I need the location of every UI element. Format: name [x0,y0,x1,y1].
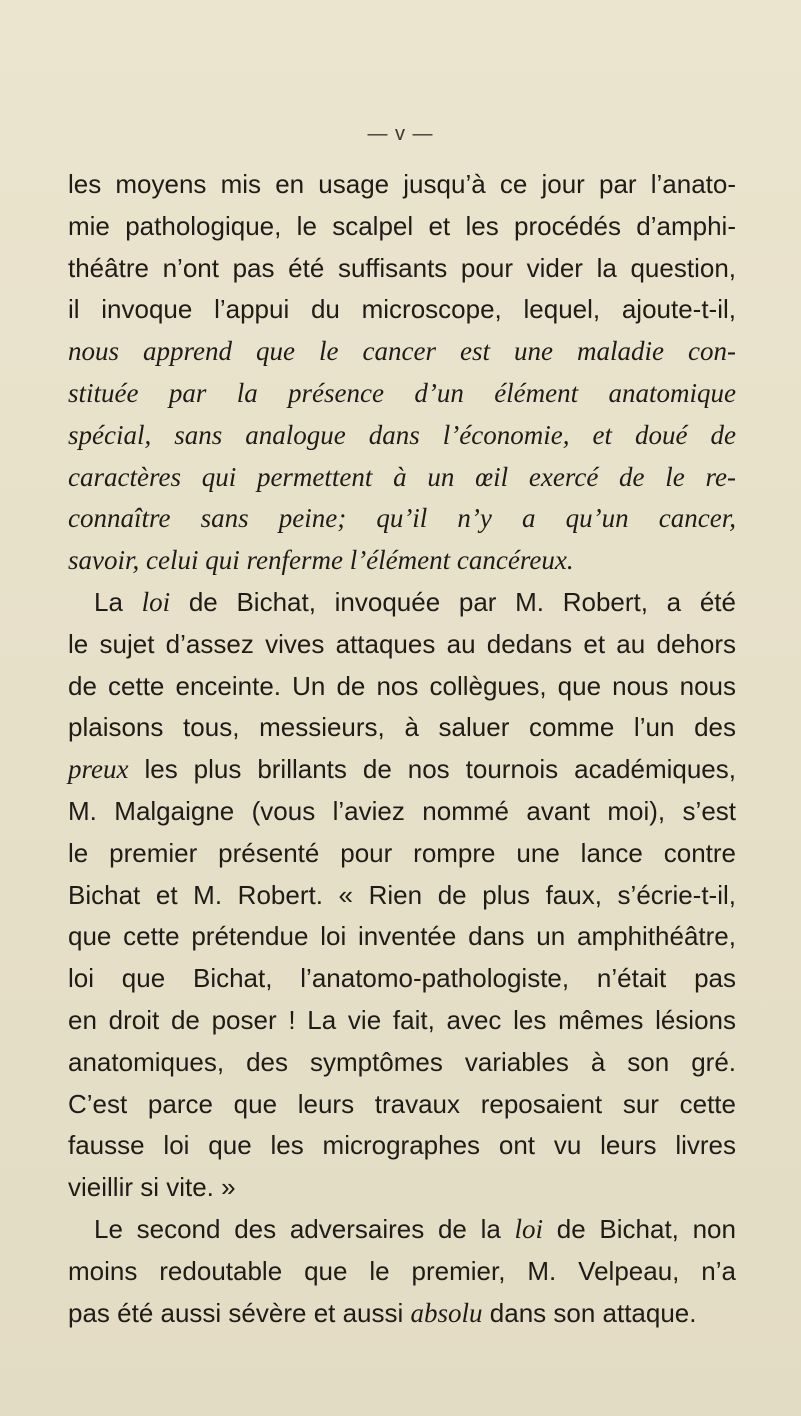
text-line [68,1167,736,1209]
text-segment: théâtre n’ont pas été suffisants pour vider la question, [68,252,736,283]
text-line [68,916,736,958]
text-segment: M. Malgaigne (vous l’aviez nommé avant moi), s’est [68,795,736,826]
text-segment: moins redoutable que le premier, M. Velpeau, n’a [68,1255,736,1286]
text-segment: en droit de poser ! La vie fait, avec les mêmes lésions [68,1004,736,1035]
text-segment: de Bichat, invoquée par M. Robert, a été [170,586,736,617]
italic-text: stituée par la présence d’un élément anatomique [68,377,736,408]
text-line [68,248,736,290]
text-line [68,624,736,666]
italic-text: preux [68,754,129,785]
italic-text: loi [514,1213,544,1244]
text-segment: plaisons tous, messieurs, à saluer comme l’un des [68,712,736,743]
text-segment: les moyens mis en usage jusqu’à ce jour par l’anato- [68,169,736,199]
text-line [68,1293,736,1335]
text-line [68,540,736,582]
text-line [68,206,736,248]
text-segment: les plus brillants de nos tournois académiques, [128,754,736,785]
text-line [68,164,736,206]
text-segment: dans son attaque. [482,1297,697,1328]
text-segment: Bichat et M. Robert. « Rien de plus faux, s’écrie-t-il, [68,879,736,910]
text-line [68,415,736,457]
text-segment: vieillir si vite. » [68,1172,236,1203]
text-line [68,875,736,917]
text-segment: il invoque l’appui du microscope, lequel, ajoute-t-il, [68,294,736,325]
text-line [68,833,736,875]
text-segment: fausse loi que les micrographes ont vu leurs livres [68,1130,736,1161]
text-segment: pas été aussi sévère et aussi [68,1297,411,1328]
italic-text: caractères qui permettent à un œil exercé de le re- [68,461,736,492]
italic-text: connaître sans peine; qu’il n’y a qu’un cancer, [68,503,736,534]
text-line [68,707,736,749]
text-segment: de cette enceinte. Un de nos collègues, que nous nous [68,670,736,701]
text-segment: anatomiques, des symptômes variables à son gré. [68,1046,736,1077]
text-segment: que cette prétendue loi inventée dans un amphithéâtre, [68,921,736,952]
page-number: — v — [367,123,434,145]
text-line [68,331,736,373]
text-line [68,791,736,833]
text-line [68,1042,736,1084]
body-text [68,164,736,1334]
text-segment: La [94,586,142,617]
text-segment: le sujet d’assez vives attaques au dedans et au dehors [68,628,736,659]
text-line [68,1000,736,1042]
text-line [68,289,736,331]
text-line [68,1209,736,1251]
text-line [68,373,736,415]
text-segment: le premier présenté pour rompre une lance contre [68,837,736,868]
text-line [68,457,736,499]
text-segment: de Bichat, non [543,1213,736,1244]
text-line [68,1125,736,1167]
text-segment: Le second des adversaires de la [94,1213,515,1244]
italic-text: nous apprend que le cancer est une maladie con- [68,336,736,367]
italic-text: savoir, celui qui renferme l’élément cancéreux. [68,545,574,576]
italic-text: loi [141,586,171,617]
text-line [68,666,736,708]
text-segment: mie pathologique, le scalpel et les procédés d’amphi- [68,210,736,241]
text-line [68,498,736,540]
text-line [68,958,736,1000]
text-line [68,749,736,791]
text-segment: loi que Bichat, l’anatomo-pathologiste, n’était pas [68,963,736,994]
text-segment: C’est parce que leurs travaux reposaient sur cette [68,1088,736,1119]
text-line [68,582,736,624]
italic-text: absolu [410,1297,483,1328]
text-line [68,1084,736,1126]
italic-text: spécial, sans analogue dans l’économie, et doué de [68,419,736,450]
text-line [68,1251,736,1293]
